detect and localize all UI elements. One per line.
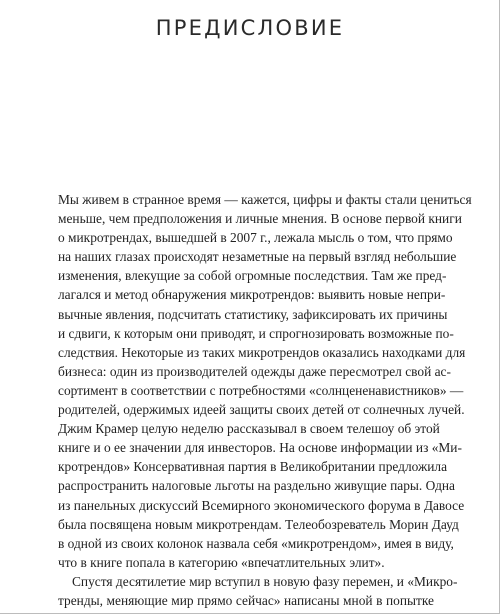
text-line: вычные явления, подсчитать статистику, зафиксировать их причины [58,306,448,322]
chapter-body [58,190,472,610]
text-line: лагался и метод обнаружения микротрендов: выявить новые непри- [58,287,446,303]
text-line: родителей, одержимых идеей защиты своих детей от солнечных лучей. [58,402,465,418]
text-line: Спустя десятилетие мир вступил в новую фазу перемен, и «Микро- [72,573,458,589]
text-line: из панельных дискуссий Всемирного экономического форума в Давосе [58,497,465,513]
text-line: распространить налоговые льготы на раздельно живущие пары. Одна [58,478,455,494]
text-line: была посвящена новым микротрендам. Телеобозреватель Морин Дауд [58,516,459,532]
text-line: кротрендов» Консервативная партия в Великобритании предложила [58,459,448,475]
text-line: что в книге попала в категорию «впечатлительных элит». [58,554,385,570]
chapter-title: ПРЕДИСЛОВИЕ [155,16,345,40]
text-line: Мы живем в странное время — кажется, цифры и факты стали цениться [58,192,472,207]
text-line: и сдвиги, к которым они приводят, и спрогнозировать возможные по- [58,325,454,341]
text-line: тренды, меняющие мир прямо сейчас» написаны мной в попытке [58,592,434,608]
text-line: бизнеса: один из производителей одежды даже пересмотрел свой ас- [58,363,451,379]
text-line: сортимент в соответствии с потребностями «солнцененавистников» — [58,382,464,398]
text-line: о микротрендах, вышедшей в 2007 г., лежала мысль о том, что прямо [58,230,453,246]
text-line: Джим Крамер целую неделю рассказывал в своем телешоу об этой [58,421,440,437]
text-line: следствия. Некоторые из таких микротрендов оказались находками для [58,344,466,360]
paragraph [58,572,458,610]
text-line: книге и о ее значении для инвесторов. На основе информации из «Ми- [58,440,462,456]
text-line: меньше, чем предположения и личные мнения. В основе первой книги [58,211,462,227]
text-line: изменения, влекущие за собой огромные последствия. Там же пред- [58,268,447,284]
paragraph [58,190,472,572]
text-line: на наших глазах происходят незаметные на первый взгляд небольшие [58,249,457,265]
text-line: в одной из своих колонок назвала себя «микротрендом», имея в виду, [58,535,454,551]
